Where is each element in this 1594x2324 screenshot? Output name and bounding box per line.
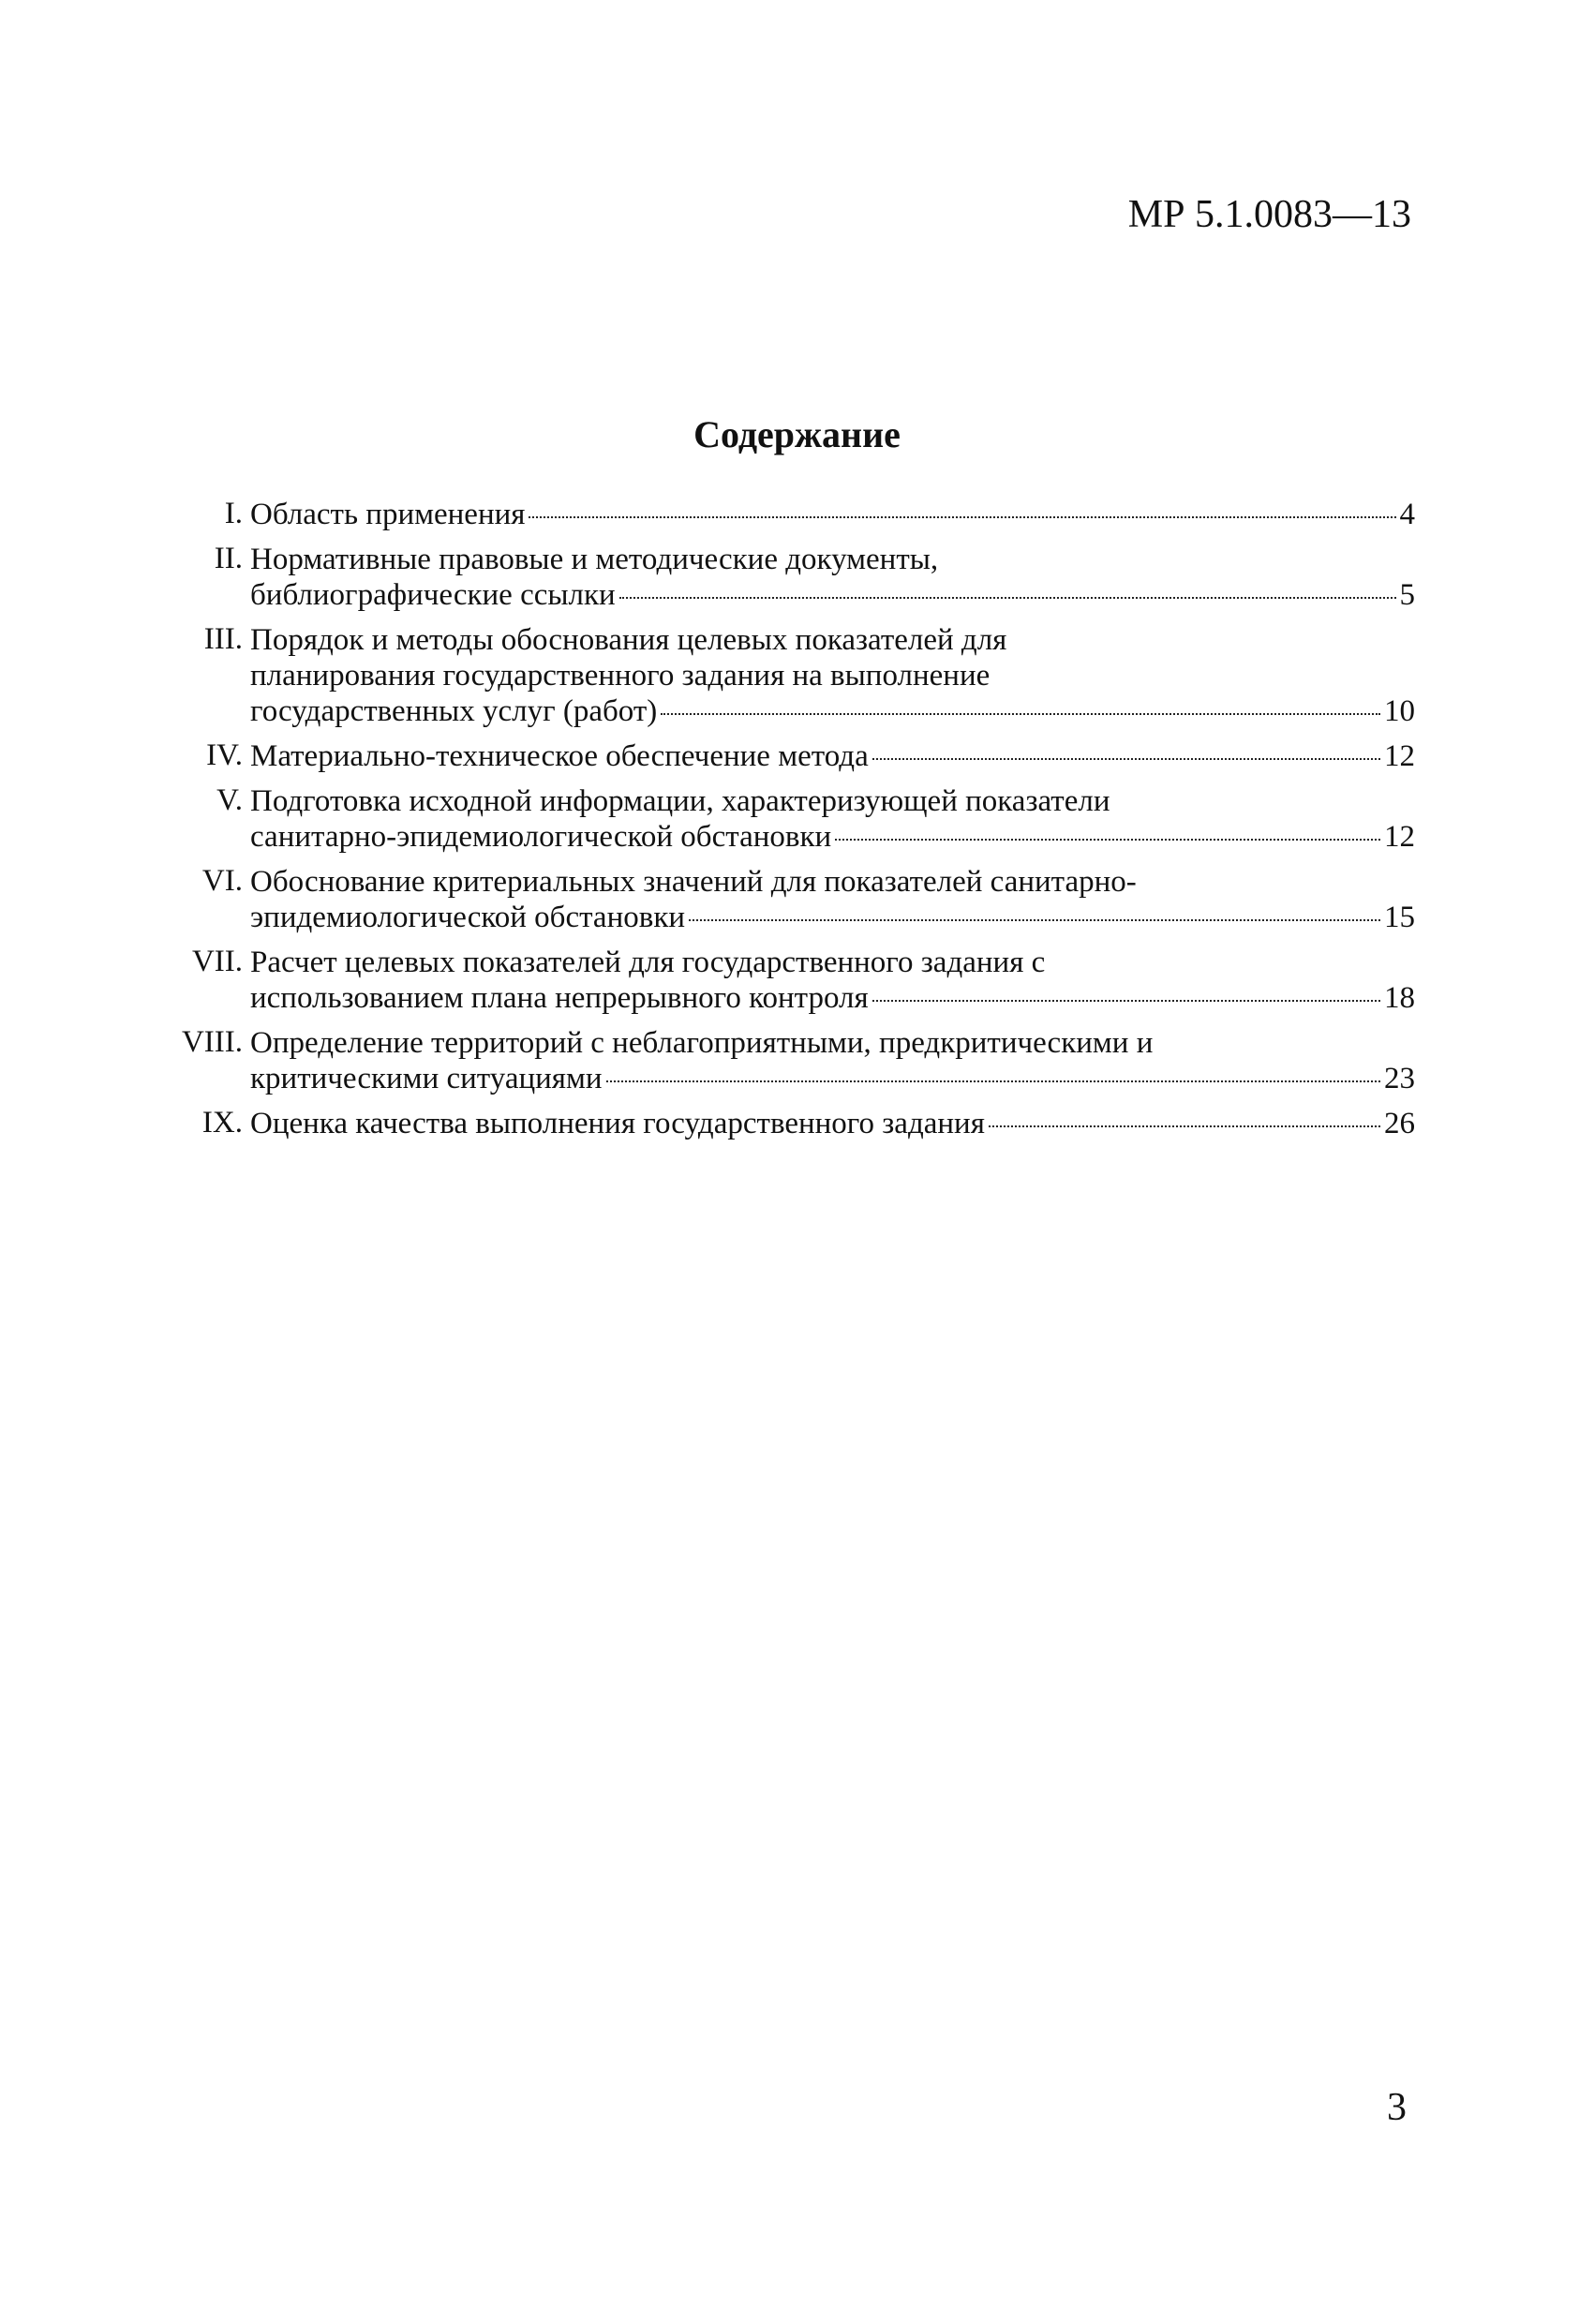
toc-entry-number: IX. [201,1106,243,1140]
toc-entry-number: VIII. [181,1025,243,1059]
toc-leader-dots [689,919,1380,921]
toc-entry-text: Нормативные правовые и методические документы, [250,543,939,576]
toc-entry-text: Обоснование критериальных значений для показателей санитарно- [250,865,1137,899]
toc-entry-number: VII. [191,945,243,978]
toc-entry-text: Порядок и методы обоснования целевых показателей для [250,623,1007,657]
toc-entry-text: Оценка качества выполнения государственного задания [250,1107,985,1140]
toc-entry-page: 26 [1384,1107,1415,1140]
toc-entry [164,1025,1415,1096]
table-of-contents [164,497,1415,1151]
toc-entry-text: планирования государственного задания на выполнение [250,659,991,693]
toc-entry-text: библиографические ссылки [250,578,616,612]
toc-entry-page: 10 [1384,694,1415,728]
toc-entry-text: критическими ситуациями [250,1062,603,1095]
toc-leader-dots [872,758,1380,760]
toc-leader-dots [619,597,1396,599]
toc-entry-text: Область применения [250,498,526,531]
toc-entry-text: Расчет целевых показателей для государственного задания с [250,946,1046,979]
toc-entry-number: II. [214,542,243,575]
toc-leader-dots [872,1000,1380,1002]
toc-entry [164,622,1415,729]
toc-leader-dots [606,1080,1380,1082]
toc-entry-page: 23 [1384,1062,1415,1095]
toc-entry [164,945,1415,1016]
document-code: МР 5.1.0083—13 [1127,193,1411,236]
toc-entry [164,542,1415,613]
toc-entry-text: санитарно-эпидемиологической обстановки [250,820,832,854]
toc-entry-text: Определение территорий с неблагоприятными, предкритическими и [250,1026,1154,1060]
page-number: 3 [1387,2086,1407,2129]
toc-entry-number: III. [203,622,243,656]
toc-entry-number: IV. [206,738,243,772]
toc-leader-dots [989,1125,1380,1127]
toc-entry-page: 12 [1384,739,1415,773]
toc-entry-number: VI. [201,864,243,898]
toc-entry-text: Материально-техническое обеспечение метода [250,739,869,773]
toc-leader-dots [661,713,1380,715]
toc-entry-page: 4 [1399,498,1415,531]
toc-entry-number: V. [216,783,243,817]
toc-entry [164,783,1415,855]
toc-entry-text: государственных услуг (работ) [250,694,658,728]
toc-entry [164,864,1415,935]
toc-entry-text: Подготовка исходной информации, характеризующей показатели [250,784,1110,818]
toc-entry-number: I. [224,497,243,530]
toc-entry-text: использованием плана непрерывного контроля [250,981,869,1015]
toc-entry-page: 15 [1384,901,1415,934]
toc-entry [164,738,1415,774]
toc-entry-text: эпидемиологической обстановки [250,901,686,934]
toc-entry-page: 5 [1399,578,1415,612]
toc-entry-page: 18 [1384,981,1415,1015]
toc-entry [164,497,1415,532]
toc-leader-dots [835,839,1380,841]
toc-leader-dots [529,516,1395,518]
toc-title: Содержание [693,413,901,455]
toc-entry-page: 12 [1384,820,1415,854]
toc-entry [164,1106,1415,1141]
